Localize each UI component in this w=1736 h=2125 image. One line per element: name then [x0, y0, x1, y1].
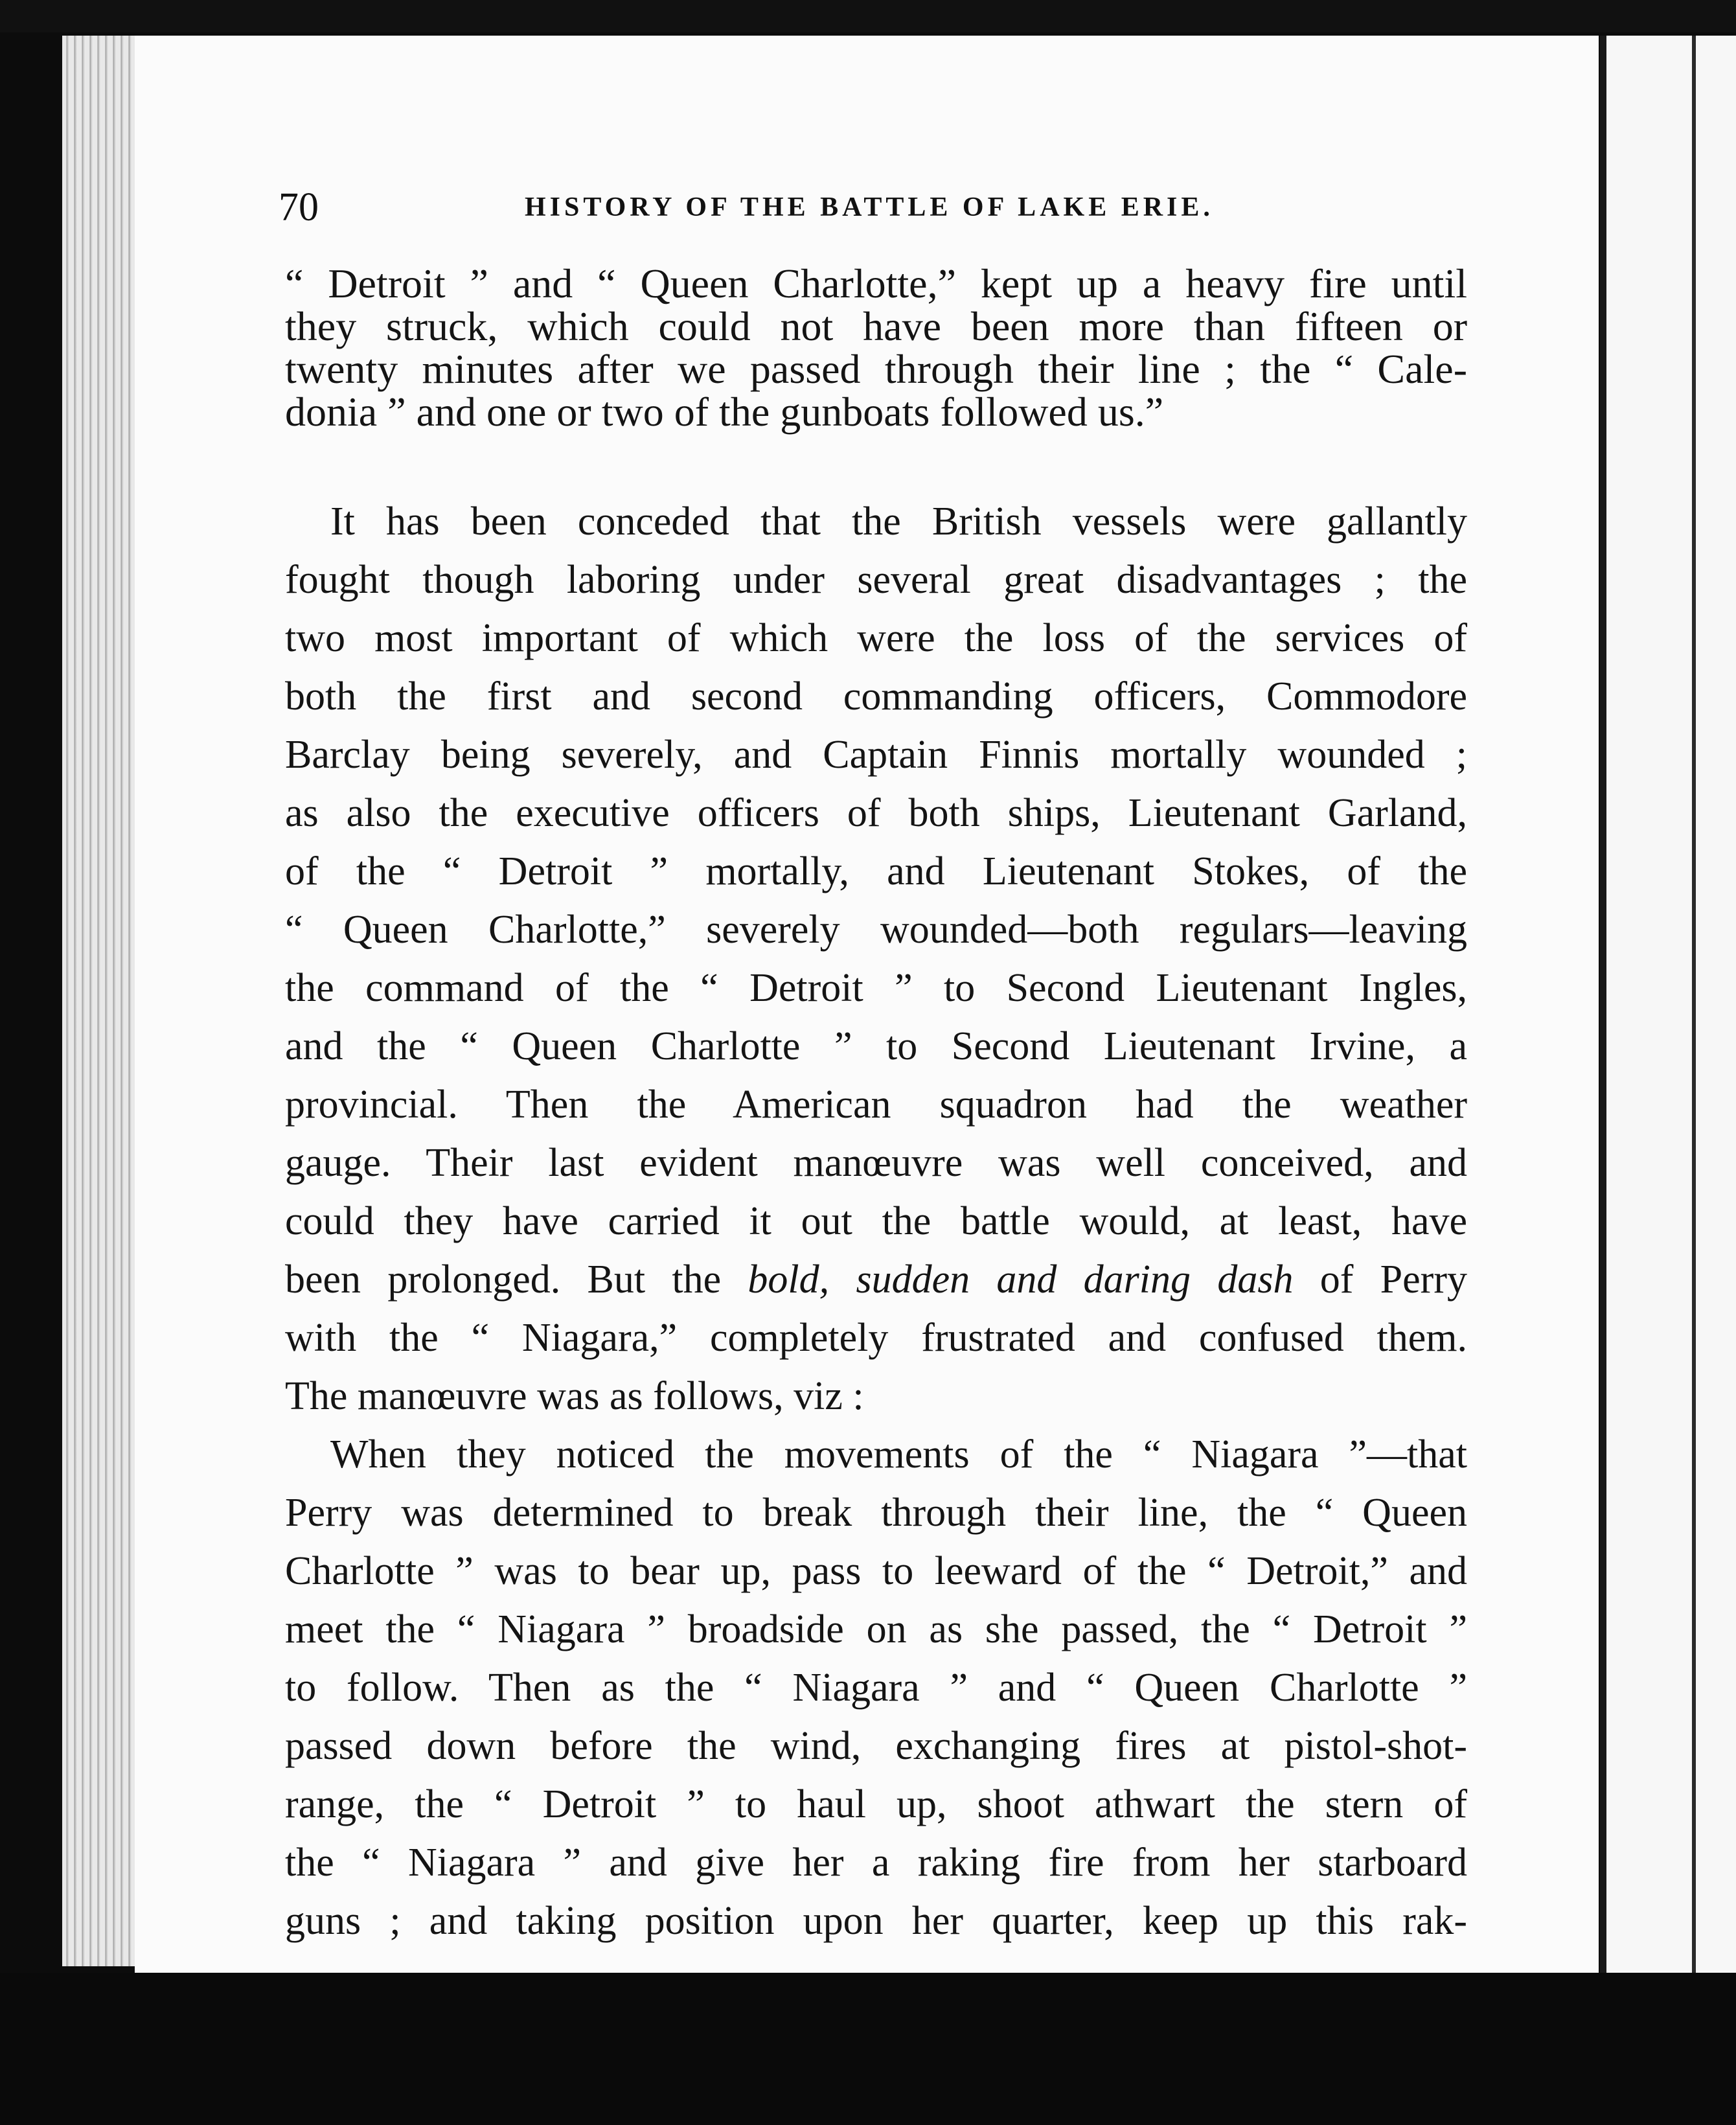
page-header [279, 181, 1244, 233]
text-run: been prolonged. But the [285, 1258, 748, 1302]
text-line [285, 1250, 1467, 1309]
text-line: range, the “ Detroit ” to haul up, shoot athwart the stern of [285, 1782, 1467, 1826]
text-line: the command of the “ Detroit ” to Second Lieutenant Ingles, [285, 966, 1467, 1010]
text-line: meet the “ Niagara ” broadside on as she passed, the “ Detroit ” [285, 1607, 1467, 1651]
text-line: guns ; and taking position upon her quarter, keep up this rak- [285, 1899, 1467, 1943]
text-line: fought though laboring under several great disadvantages ; the [285, 558, 1467, 602]
text-line: twenty minutes after we passed through their line ; the “ Cale- [285, 346, 1467, 392]
text-line: with the “ Niagara,” completely frustrated and confused them. [285, 1316, 1467, 1360]
text-line: It has been conceded that the British vessels were gallantly [330, 500, 1467, 544]
text-line: When they noticed the movements of the “ Niagara ”—that [330, 1432, 1467, 1476]
text-line: provincial. Then the American squadron had the weather [285, 1083, 1467, 1127]
body-text [285, 492, 1467, 1950]
page-stack-edge [62, 36, 146, 1966]
scan-bottom-border [0, 1973, 1736, 2125]
text-line: “ Detroit ” and “ Queen Charlotte,” kept up a heavy fire until [285, 260, 1467, 306]
quote-paragraph [285, 262, 1467, 433]
text-line: passed down before the wind, exchanging fires at pistol-shot- [285, 1724, 1467, 1768]
text-line: could they have carried it out the battle would, at least, have [285, 1199, 1467, 1243]
text-line: Perry was determined to break through their line, the “ Queen [285, 1491, 1467, 1535]
text-run: of Perry [1293, 1258, 1467, 1302]
italic-phrase: bold, sudden and daring dash [748, 1258, 1294, 1302]
text-line: they struck, which could not have been more than fifteen or [285, 303, 1467, 349]
text-line: two most important of which were the loss of the services of [285, 616, 1467, 660]
page-number: 70 [279, 185, 319, 229]
text-line: gauge. Their last evident manœuvre was well conceived, and [285, 1141, 1467, 1185]
text-line: to follow. Then as the “ Niagara ” and “ Queen Charlotte ” [285, 1666, 1467, 1710]
text-line: both the first and second commanding officers, Commodore [285, 674, 1467, 718]
page-gutter [1600, 36, 1606, 1973]
text-line: Barclay being severely, and Captain Finnis mortally wounded ; [285, 733, 1467, 777]
text-line: The manœuvre was as follows, viz : [285, 1374, 864, 1418]
text-line: as also the executive officers of both ships, Lieutenant Garland, [285, 791, 1467, 835]
text-line: donia ” and one or two of the gunboats followed us.” [285, 389, 1164, 435]
text-line: “ Queen Charlotte,” severely wounded—both regulars—leaving [285, 908, 1467, 952]
text-line: Charlotte ” was to bear up, pass to leeward of the “ Detroit,” and [285, 1549, 1467, 1593]
text-line: of the “ Detroit ” mortally, and Lieutenant Stokes, of the [285, 849, 1467, 893]
running-head: HISTORY OF THE BATTLE OF LAKE ERIE. [525, 192, 1214, 222]
text-line: the “ Niagara ” and give her a raking fire from her starboard [285, 1841, 1467, 1885]
facing-page-border [1692, 36, 1696, 1973]
text-line: and the “ Queen Charlotte ” to Second Lieutenant Irvine, a [285, 1024, 1467, 1068]
facing-page-edge [1606, 36, 1736, 1973]
scan-top-border [0, 0, 1736, 32]
